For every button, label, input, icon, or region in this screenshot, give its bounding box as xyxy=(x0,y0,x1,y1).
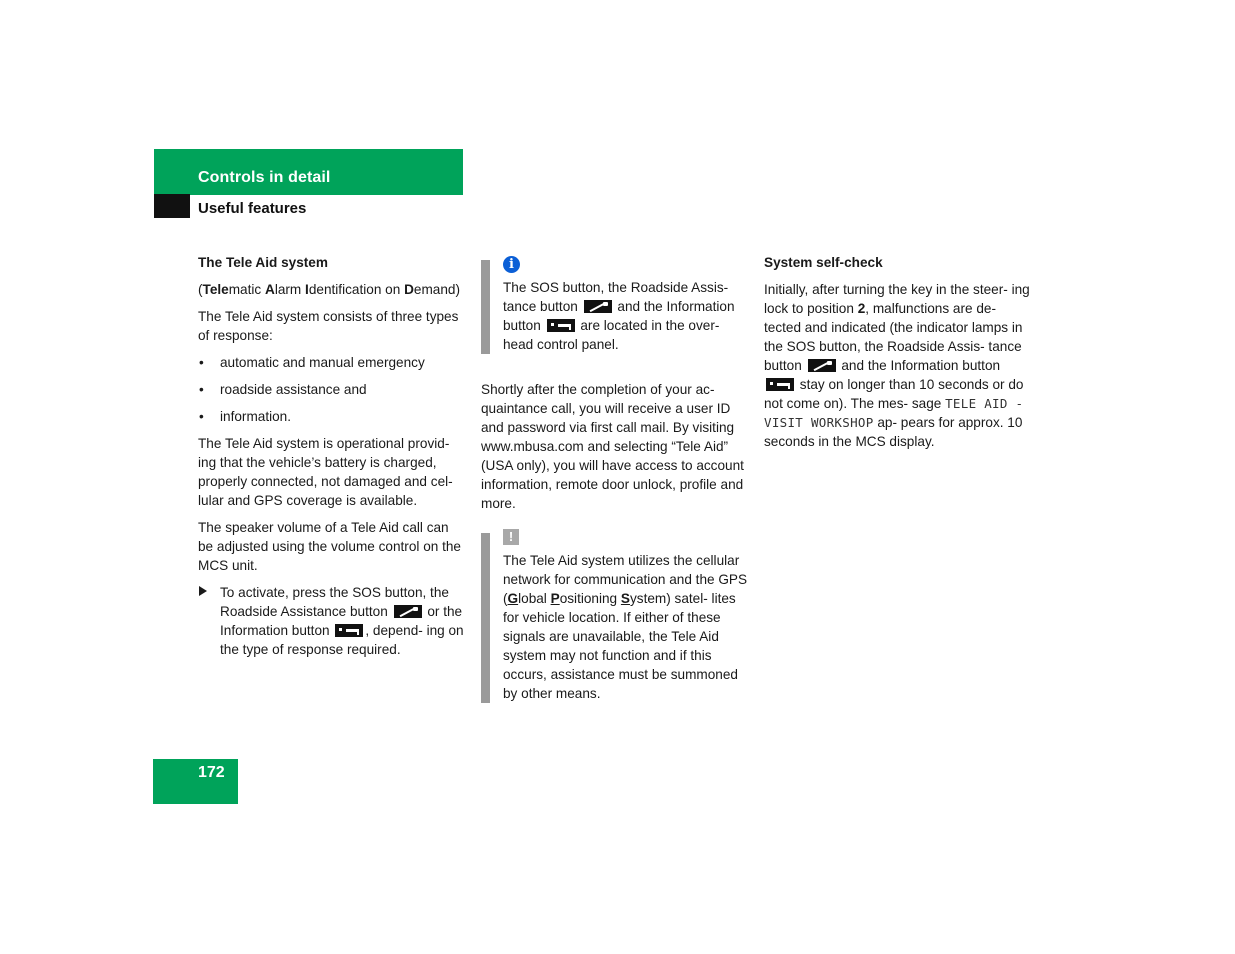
list-item: • information. xyxy=(198,407,466,426)
step-arrow-icon xyxy=(199,586,207,596)
subsection-tab xyxy=(154,194,190,218)
acronym-expansion: (Telematic Alarm Identification on Demand) xyxy=(198,282,460,297)
warning-icon: ! xyxy=(503,529,519,545)
information-button-icon xyxy=(547,319,575,332)
note-bar xyxy=(481,260,490,354)
section-header xyxy=(154,149,463,194)
column-2 xyxy=(481,253,749,729)
info-icon: i xyxy=(503,256,520,273)
roadside-assistance-button-icon xyxy=(584,300,612,313)
section-title: Controls in detail xyxy=(198,169,331,186)
volume-paragraph: The speaker volume of a Tele Aid call can be adjusted using the volume control on the MCS unit. xyxy=(198,520,461,573)
info-note-text: The SOS button, the Roadside Assis- tance button and the Information button are located in the over- head control panel. xyxy=(503,280,735,352)
roadside-assistance-button-icon xyxy=(394,605,422,618)
warning-note-text: The Tele Aid system utilizes the cellular network for communication and the GPS (Global Positioning System) satel- lites for vehicle location. If either of these signals are unavailable, the Tele Aid system may not function and if this occurs, assistance must be summoned by other means. xyxy=(503,553,748,701)
header-divider xyxy=(190,194,463,195)
tele-aid-heading: The Tele Aid system xyxy=(198,255,328,270)
info-note xyxy=(481,256,749,354)
roadside-assistance-button-icon xyxy=(808,359,836,372)
warning-note xyxy=(481,529,749,703)
response-types-list xyxy=(198,353,466,426)
list-item: • roadside assistance and xyxy=(198,380,466,399)
information-button-icon xyxy=(766,378,794,391)
subsection-title: Useful features xyxy=(198,200,307,217)
account-paragraph: Shortly after the completion of your ac- quaintance call, you will receive a user ID and password via first call mail. By visiting www.mbusa.com and selecting “Tele Aid” (USA only), you will have access to account information, remote door unlock, profile and more. xyxy=(481,382,744,511)
operational-paragraph: The Tele Aid system is operational provid- ing that the vehicle’s battery is charged, properly connected, not damaged and cel- lular and GPS coverage is available. xyxy=(198,436,453,508)
information-button-icon xyxy=(335,624,363,637)
note-bar xyxy=(481,533,490,703)
page-number: 172 xyxy=(198,764,225,781)
list-item: • automatic and manual emergency xyxy=(198,353,466,372)
page-number-box xyxy=(153,759,238,804)
self-check-heading: System self-check xyxy=(764,255,883,270)
intro-paragraph: The Tele Aid system consists of three types of response: xyxy=(198,309,459,343)
self-check-paragraph: Initially, after turning the key in the steer- ing lock to position 2, malfunctions are de- tected and indicated (the indicator lamps in the SOS button, the Roadside Assis- tance button and the Information button stay on longer than 10 seconds or do not come on). The mes- sage TELE AID - VISIT WORKSHOP ap- pears for approx. 10 seconds in the MCS display. xyxy=(764,282,1030,449)
activation-step: To activate, press the SOS button, the Roadside Assistance button or the Information button , depend- ing on the type of response required. xyxy=(198,583,466,659)
column-3 xyxy=(764,253,1032,459)
display-message: TELE AID - VISIT WORKSHOP xyxy=(764,396,1024,430)
column-1 xyxy=(198,253,466,659)
